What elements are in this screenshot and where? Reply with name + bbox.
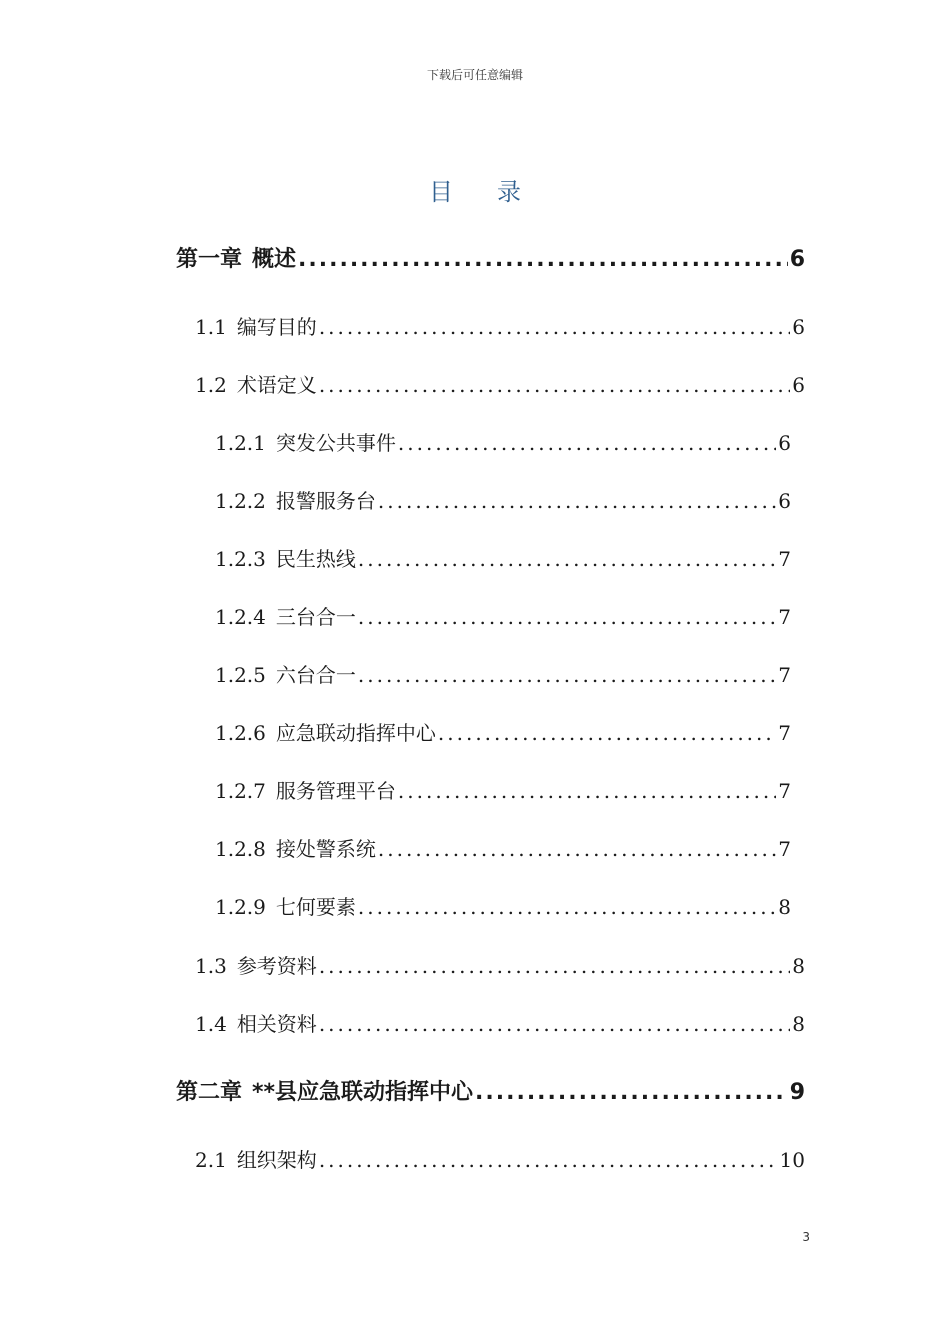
toc-entry-text: 术语定义 [236, 373, 317, 397]
toc-entry-1-2-4[interactable] [215, 601, 791, 630]
toc-entry-number: 1.2.4 [215, 605, 266, 629]
toc-entry-text: 民生热线 [275, 547, 356, 571]
toc-entry-text: 突发公共事件 [275, 431, 396, 455]
toc-entry-1-2-3[interactable] [215, 543, 791, 572]
toc-entry-text: 概述 [252, 247, 297, 272]
toc-leader-dots [358, 605, 776, 629]
toc-entry-page: 7 [778, 605, 791, 629]
toc-entry-text: 服务管理平台 [275, 779, 396, 803]
toc-entry-1-2-1[interactable] [215, 427, 791, 456]
toc-entry-text: 编写目的 [236, 315, 317, 339]
toc-entry-page: 10 [779, 1148, 805, 1172]
page-number: 3 [802, 1230, 810, 1244]
toc-entry-number: 第一章 [176, 247, 243, 272]
toc-entry-number: 2.1 [195, 1148, 227, 1172]
toc-leader-dots [319, 315, 790, 339]
toc-entry-text: **县应急联动指挥中心 [252, 1080, 474, 1105]
toc-entry-number: 第二章 [176, 1080, 243, 1105]
toc-entry-number: 1.2.3 [215, 547, 266, 571]
toc-leader-dots [298, 247, 788, 272]
toc-entry-number: 1.3 [195, 954, 227, 978]
toc-entry-number: 1.2 [195, 373, 227, 397]
toc-entry-page: 7 [778, 663, 791, 687]
toc-entry-1-3[interactable] [195, 950, 805, 979]
toc-entry-number: 1.2.5 [215, 663, 266, 687]
header-note: 下载后可任意编辑 [426, 68, 523, 82]
toc-leader-dots [319, 1148, 778, 1172]
toc-leader-dots [398, 431, 776, 455]
toc-entry-text: 组织架构 [236, 1148, 317, 1172]
toc-entry-page: 8 [792, 954, 805, 978]
toc-entry-text: 接处警系统 [275, 837, 376, 861]
toc-entry-page: 6 [792, 373, 805, 397]
toc-entry-text: 相关资料 [236, 1012, 317, 1036]
toc-entry-page: 6 [789, 247, 805, 272]
toc-entry-1-1[interactable] [195, 311, 805, 340]
toc-entry-number: 1.4 [195, 1012, 227, 1036]
toc-entry-2-1[interactable] [195, 1144, 805, 1173]
toc-leader-dots [398, 779, 776, 803]
toc-entry-page: 8 [778, 895, 791, 919]
toc-entry-page: 7 [778, 547, 791, 571]
toc-entry-1-2-9[interactable] [215, 891, 791, 920]
toc-entry-number: 1.2.8 [215, 837, 266, 861]
toc-entry-number: 1.2.6 [215, 721, 266, 745]
toc-entry-text: 参考资料 [236, 954, 317, 978]
toc-entry-page: 6 [778, 489, 791, 513]
toc-entry-number: 1.2.9 [215, 895, 266, 919]
toc-entry-page: 9 [789, 1080, 805, 1105]
toc-entry-number: 1.1 [195, 315, 227, 339]
toc-entry-1-2[interactable] [195, 369, 805, 398]
toc-entry-text: 应急联动指挥中心 [275, 721, 436, 745]
toc-entry-page: 8 [792, 1012, 805, 1036]
toc-entry-text: 报警服务台 [275, 489, 376, 513]
toc-leader-dots [358, 547, 776, 571]
toc-leader-dots [358, 895, 776, 919]
toc-entry-1-2-2[interactable] [215, 485, 791, 514]
toc-title: 目录 [429, 178, 565, 206]
toc-leader-dots [319, 1012, 790, 1036]
toc-entry-chapter-2[interactable] [176, 1075, 805, 1106]
toc-entry-page: 6 [792, 315, 805, 339]
toc-entry-page: 6 [778, 431, 791, 455]
toc-leader-dots [319, 373, 790, 397]
toc-entry-1-2-6[interactable] [215, 717, 791, 746]
toc-entry-text: 三台合一 [275, 605, 356, 629]
toc-leader-dots [475, 1080, 788, 1105]
toc-entry-1-2-5[interactable] [215, 659, 791, 688]
toc-entry-page: 7 [778, 779, 791, 803]
toc-entry-text: 六台合一 [275, 663, 356, 687]
toc-entry-chapter-1[interactable] [176, 242, 805, 273]
toc-entry-1-4[interactable] [195, 1008, 805, 1037]
toc-leader-dots [358, 663, 776, 687]
toc-entry-text: 七何要素 [275, 895, 356, 919]
toc-leader-dots [319, 954, 790, 978]
toc-entry-page: 7 [778, 837, 791, 861]
toc-entry-page: 7 [778, 721, 791, 745]
toc-leader-dots [378, 837, 776, 861]
toc-leader-dots [438, 721, 776, 745]
toc-entry-1-2-8[interactable] [215, 833, 791, 862]
toc-leader-dots [378, 489, 776, 513]
toc-entry-number: 1.2.2 [215, 489, 266, 513]
toc-entry-number: 1.2.1 [215, 431, 266, 455]
toc-entry-1-2-7[interactable] [215, 775, 791, 804]
toc-entry-number: 1.2.7 [215, 779, 266, 803]
